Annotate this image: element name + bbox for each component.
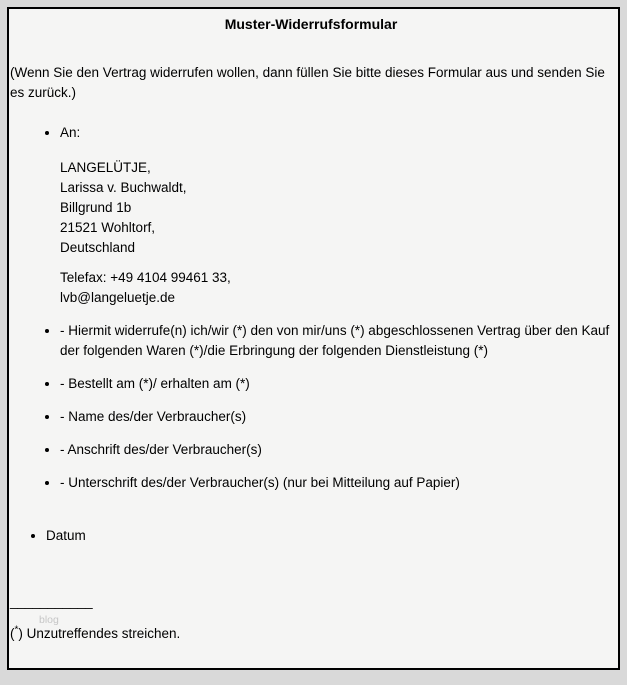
signature-line: ___________ bbox=[10, 594, 93, 609]
datum-item: • Datum bbox=[46, 526, 612, 546]
form-item-declaration: • - Hiermit widerrufe(n) ich/wir (*) den von mir/uns (*) abgeschlossenen Vertrag über den Kauf der folgenden Waren (*)/die Erbringung der folgenden Dienstleistung (*) bbox=[60, 321, 612, 361]
contact-line-email: lvb@langeluetje.de bbox=[60, 290, 176, 305]
form-item-consumer-name: • - Name des/der Verbraucher(s) bbox=[60, 407, 612, 427]
footnote-asterisk: * bbox=[14, 624, 19, 636]
recipient-contact bbox=[60, 268, 612, 308]
withdrawal-form-box bbox=[7, 7, 620, 670]
address-line-country: Deutschland bbox=[60, 240, 136, 255]
address-line-name: Larissa v. Buchwaldt, bbox=[60, 180, 187, 195]
form-item-order-date: • - Bestellt am (*)/ erhalten am (*) bbox=[60, 374, 612, 394]
recipient-item bbox=[60, 123, 612, 308]
intro-text: (Wenn Sie den Vertrag widerrufen wollen, dann füllen Sie bitte dieses Formular aus und senden Sie es zurück.) bbox=[10, 65, 605, 100]
form-field-list bbox=[10, 123, 612, 493]
address-line-city: 21521 Wohltorf, bbox=[60, 220, 156, 235]
datum-list bbox=[10, 526, 612, 546]
form-item-consumer-address: • - Anschrift des/der Verbraucher(s) bbox=[60, 440, 612, 460]
footnote-open-paren: ( bbox=[10, 626, 15, 641]
recipient-address bbox=[60, 158, 612, 258]
page-title: Muster-Widerrufsformular bbox=[224, 16, 398, 32]
recipient-label: • An: bbox=[60, 125, 81, 140]
watermark-text: blog bbox=[39, 614, 59, 626]
address-line-street: Billgrund 1b bbox=[60, 200, 132, 215]
page-background bbox=[0, 7, 627, 670]
address-line-company: LANGELÜTJE, bbox=[60, 160, 151, 175]
footnote-rest: ) Unzutreffendes streichen. bbox=[18, 626, 181, 641]
footnote bbox=[10, 614, 612, 644]
contact-line-telefax: Telefax: +49 4104 99461 33, bbox=[60, 270, 231, 285]
form-item-consumer-signature: • - Unterschrift des/der Verbraucher(s) (nur bei Mitteilung auf Papier) bbox=[60, 473, 612, 493]
